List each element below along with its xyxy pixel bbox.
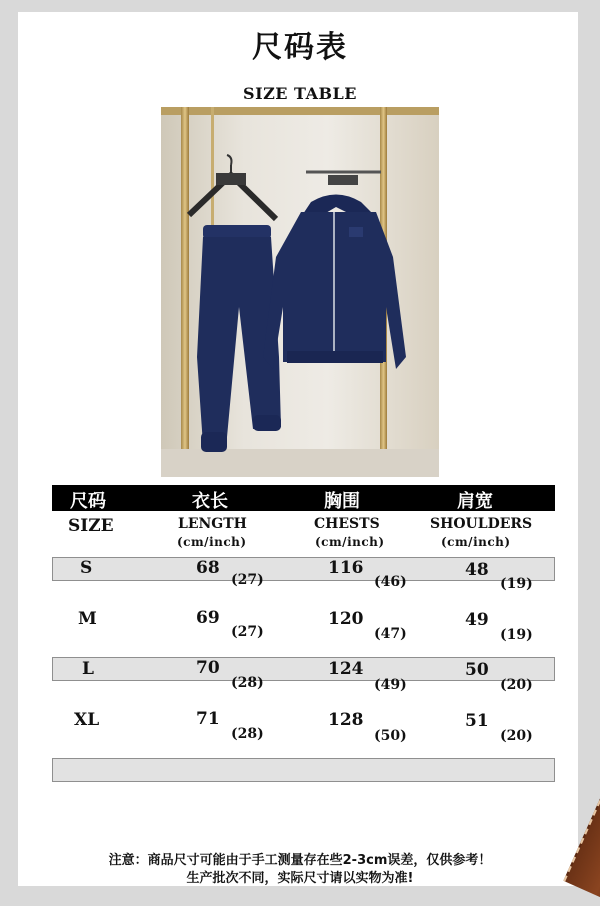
- shoulder-inch: (19): [500, 627, 533, 643]
- chest-inch: (50): [374, 728, 407, 744]
- note-line-2: 生产批次不同，实际尺寸请以实物为准!: [186, 871, 414, 886]
- size-label: S: [80, 558, 93, 578]
- length-cm: 71: [196, 709, 220, 729]
- shoulder-cm: 48: [465, 560, 489, 580]
- header-shoulder-en: SHOULDERS: [430, 516, 533, 532]
- header-chest-en: CHESTS: [314, 516, 380, 532]
- shoulder-cm: 50: [465, 660, 489, 680]
- chest-cm: 128: [328, 710, 364, 730]
- unit-chest: (cm/inch): [315, 535, 385, 549]
- length-inch: (28): [231, 726, 264, 742]
- size-label: XL: [74, 710, 100, 730]
- page-title: 尺码表: [252, 30, 348, 65]
- unit-length: (cm/inch): [177, 535, 247, 549]
- shoulder-inch: (20): [500, 677, 533, 693]
- size-label: L: [82, 659, 94, 679]
- shoulder-cm: 51: [465, 711, 489, 731]
- header-length-en: LENGTH: [178, 516, 247, 532]
- page-subtitle: SIZE TABLE: [243, 84, 357, 103]
- shoulder-inch: (19): [500, 576, 533, 592]
- tracksuit-illustration: [161, 107, 439, 477]
- length-cm: 69: [196, 608, 220, 628]
- size-label: M: [78, 609, 97, 629]
- header-chest-cn: 胸围: [324, 491, 360, 512]
- zip-hoodie: [263, 195, 406, 370]
- length-cm: 70: [196, 658, 220, 678]
- header-size-cn: 尺码: [70, 491, 106, 512]
- table-header-cn: [52, 485, 555, 511]
- chest-cm: 124: [328, 659, 364, 679]
- chest-cm: 116: [328, 558, 364, 578]
- product-photo: [161, 107, 439, 477]
- length-inch: (27): [231, 624, 264, 640]
- length-inch: (27): [231, 572, 264, 588]
- length-cm: 68: [196, 558, 220, 578]
- note-line-1: 注意：商品尺寸可能由于手工测量存在些2-3cm误差，仅供参考！: [108, 853, 492, 868]
- chest-inch: (47): [374, 626, 407, 642]
- length-inch: (28): [231, 675, 264, 691]
- chest-inch: (49): [374, 677, 407, 693]
- chest-inch: (46): [374, 574, 407, 590]
- shoulder-inch: (20): [500, 728, 533, 744]
- header-length-cn: 衣长: [192, 491, 228, 512]
- chest-cm: 120: [328, 609, 364, 629]
- shoulder-cm: 49: [465, 610, 489, 630]
- header-shoulder-cn: 肩宽: [457, 491, 493, 512]
- row-band-empty: [52, 758, 555, 782]
- header-size-en: SIZE: [68, 516, 114, 536]
- unit-shoulder: (cm/inch): [441, 535, 511, 549]
